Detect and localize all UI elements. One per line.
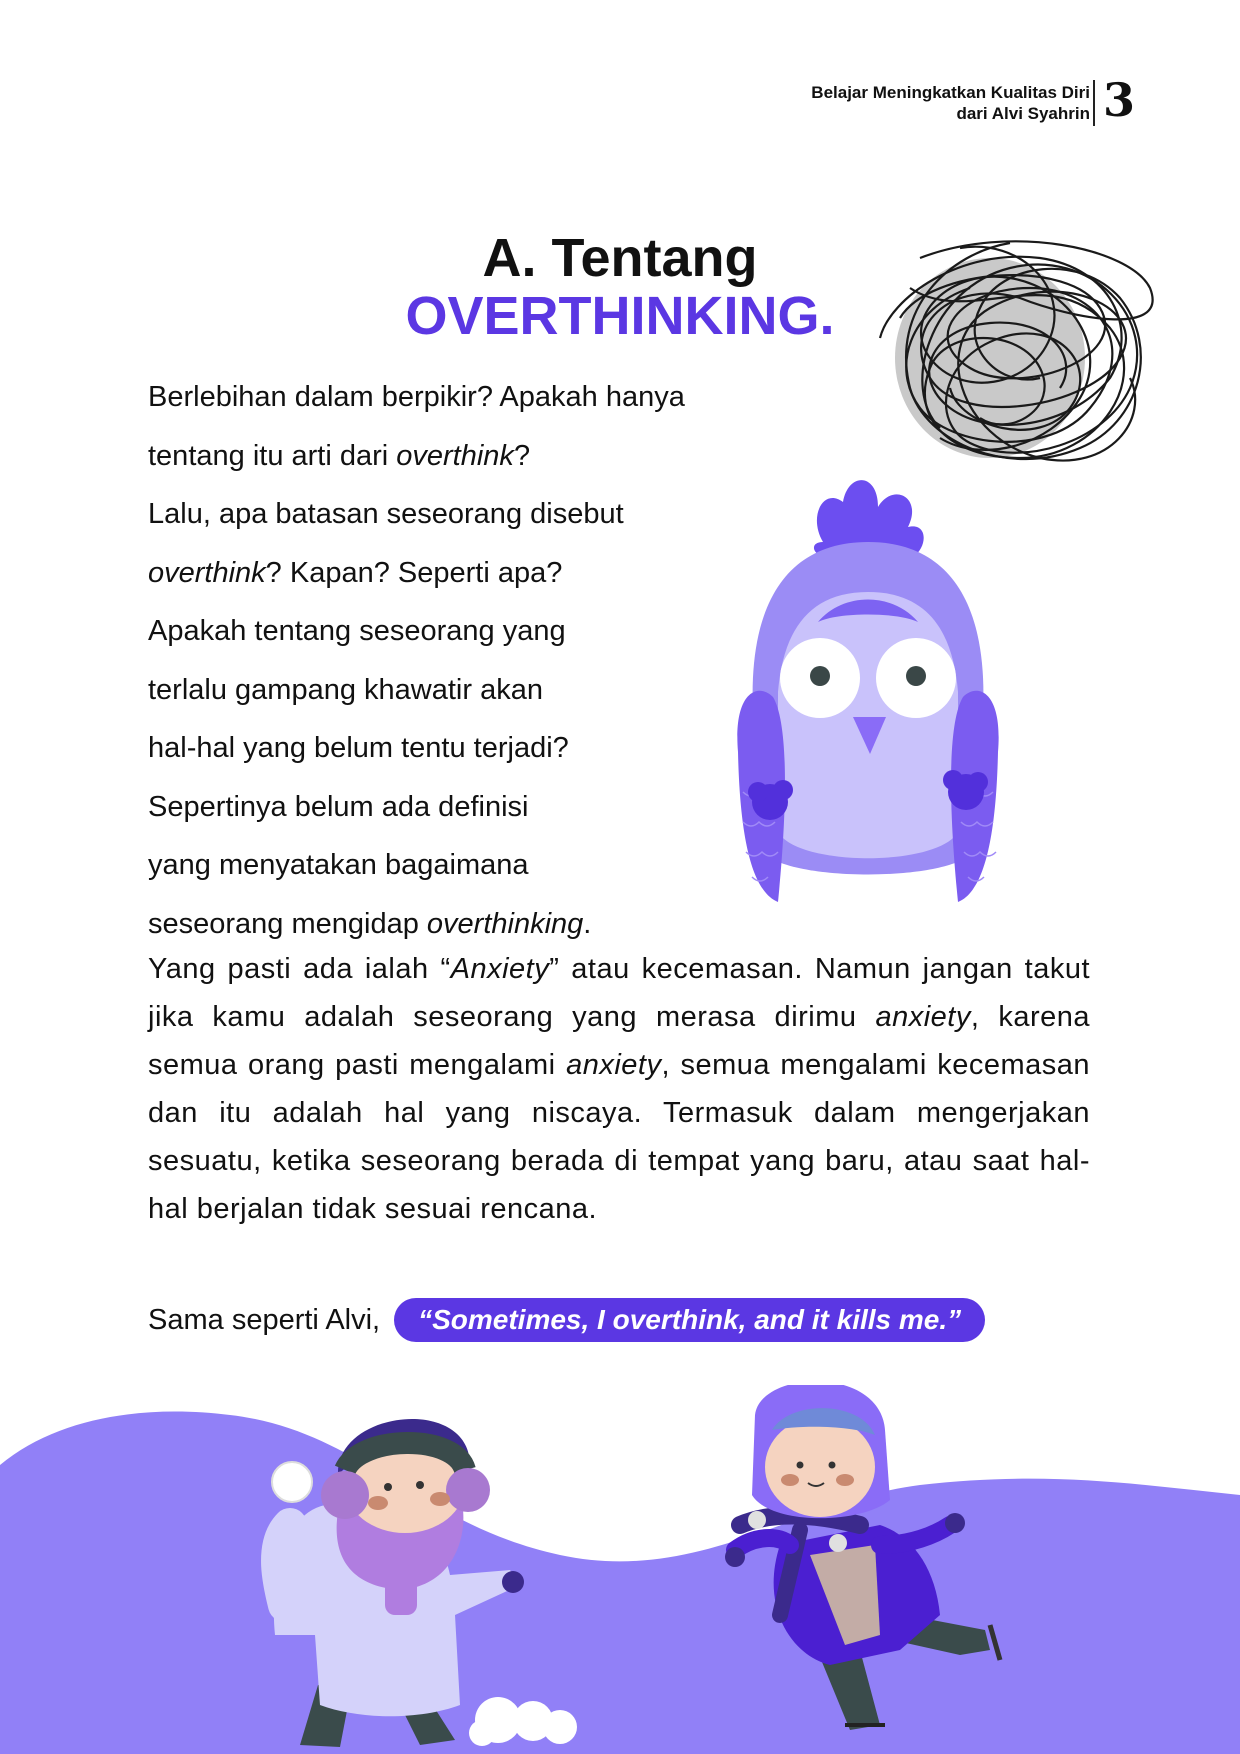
intro-text: yang menyatakan bagaimana bbox=[148, 849, 529, 881]
page-number: 3 bbox=[1103, 73, 1136, 127]
header-divider bbox=[1093, 80, 1095, 126]
para-italic: anxiety bbox=[566, 1049, 662, 1081]
para-italic: Anxiety bbox=[450, 953, 550, 985]
running-header bbox=[811, 82, 1090, 124]
intro-text: terlalu gampang khawatir akan bbox=[148, 673, 543, 706]
intro-text: ? bbox=[513, 439, 531, 472]
intro-text: ? Kapan? Seperti apa? bbox=[265, 556, 563, 589]
intro-line bbox=[148, 485, 788, 544]
intro-text: . bbox=[583, 907, 592, 940]
intro-italic: overthink bbox=[148, 556, 266, 589]
winter-scene-illustration bbox=[0, 1385, 1240, 1754]
intro-line bbox=[148, 602, 788, 661]
intro-text: seseorang mengidap bbox=[148, 907, 427, 940]
intro-line bbox=[148, 719, 788, 778]
header-line-2: dari Alvi Syahrin bbox=[956, 104, 1090, 123]
intro-text: Berlebihan dalam berpikir? Apakah hanya bbox=[148, 381, 685, 413]
intro-line bbox=[148, 544, 788, 603]
title-line-1: A. Tentang bbox=[482, 228, 758, 288]
intro-text: Apakah tentang seseorang yang bbox=[148, 615, 566, 647]
para-text: ” atau kecemasan. Namun jangan takut jika kamu adalah seseorang yang merasa dirimu bbox=[148, 953, 1091, 1033]
intro-line bbox=[148, 836, 788, 895]
intro-line bbox=[148, 368, 788, 427]
scribble-illustration bbox=[870, 228, 1170, 488]
intro-paragraph bbox=[148, 368, 788, 953]
body-paragraph bbox=[148, 945, 1090, 1233]
intro-line bbox=[148, 661, 788, 720]
title-line-2: OVERTHINKING. bbox=[405, 286, 835, 346]
para-text: , semua mengalami kecemasan dan itu adalah hal yang niscaya. Termasuk dalam mengerjakan sesuatu, ketika seseorang berada di tempat yang baru, atau saat hal-hal berjalan tidak sesuai rencana. bbox=[148, 1049, 1090, 1225]
para-text: Yang pasti ada ialah “ bbox=[148, 953, 451, 985]
quote-line bbox=[148, 1298, 985, 1342]
para-text: , karena semua orang pasti mengalami bbox=[148, 1001, 1090, 1081]
intro-line bbox=[148, 778, 788, 837]
section-title bbox=[340, 228, 900, 346]
quote-pill: “Sometimes, I overthink, and it kills me.” bbox=[394, 1298, 985, 1342]
intro-text: hal-hal yang belum tentu terjadi? bbox=[148, 732, 569, 764]
owl-illustration bbox=[728, 462, 1008, 912]
intro-italic: overthink bbox=[396, 439, 514, 472]
header-line-1: Belajar Meningkatkan Kualitas Diri bbox=[811, 83, 1090, 102]
quote-lead: Sama seperti Alvi, bbox=[148, 1304, 381, 1336]
intro-text: Lalu, apa batasan seseorang disebut bbox=[148, 498, 624, 530]
intro-text: Sepertinya belum ada definisi bbox=[148, 790, 529, 823]
para-italic: anxiety bbox=[875, 1001, 971, 1033]
intro-italic: overthinking bbox=[426, 907, 584, 940]
intro-text: tentang itu arti dari bbox=[148, 439, 397, 472]
intro-line bbox=[148, 427, 788, 486]
